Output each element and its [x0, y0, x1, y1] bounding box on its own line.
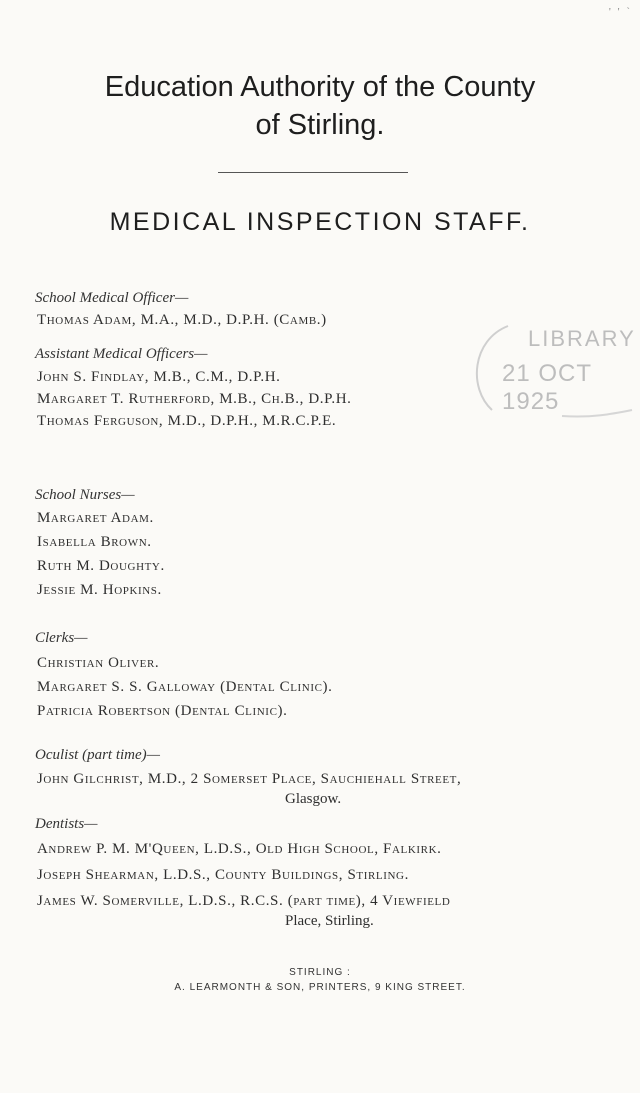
corner-mark: ' ' `	[608, 6, 632, 18]
assistant-medical-officers-label: Assistant Medical Officers—	[35, 346, 208, 362]
assistant-officer-3: Thomas Ferguson, M.D., D.P.H., M.R.C.P.E.	[37, 413, 337, 429]
school-nurses-label: School Nurses—	[35, 487, 135, 503]
title-divider	[218, 172, 408, 173]
oculist-label: Oculist (part time)—	[35, 747, 160, 763]
document-title-line-2: of Stirling.	[255, 109, 385, 141]
school-nurse-1: Margaret Adam.	[37, 510, 154, 526]
dentist-3-continuation: Place, Stirling.	[285, 913, 374, 929]
clerk-3: Patricia Robertson (Dental Clinic).	[37, 703, 288, 719]
school-nurse-2: Isabella Brown.	[37, 534, 152, 550]
dentists-label: Dentists—	[35, 816, 98, 832]
clerks-label: Clerks—	[35, 630, 88, 646]
stamp-library-text: LIBRARY	[528, 326, 636, 351]
library-date-stamp	[462, 318, 638, 418]
dentist-1: Andrew P. M. M'Queen, L.D.S., Old High School, Falkirk.	[37, 841, 442, 857]
document-title-line-1: Education Authority of the County	[104, 71, 536, 103]
assistant-officer-1: John S. Findlay, M.B., C.M., D.P.H.	[37, 369, 281, 385]
printer-location: STIRLING :	[289, 967, 351, 978]
school-nurse-3: Ruth M. Doughty.	[37, 558, 165, 574]
oculist-entry-continuation: Glasgow.	[285, 791, 342, 807]
clerk-2: Margaret S. S. Galloway (Dental Clinic).	[37, 679, 333, 695]
printer-imprint: A. LEARMONTH & SON, PRINTERS, 9 KING STREET.	[174, 982, 466, 993]
stamp-date-text: 21 OCT 1925	[502, 360, 592, 415]
school-nurse-4: Jessie M. Hopkins.	[37, 582, 162, 598]
school-medical-officer-name: Thomas Adam, M.A., M.D., D.P.H. (Camb.)	[37, 312, 327, 328]
school-medical-officer-label: School Medical Officer—	[35, 290, 189, 306]
assistant-officer-2: Margaret T. Rutherford, M.B., Ch.B., D.P.H.	[37, 391, 352, 407]
clerk-1: Christian Oliver.	[37, 655, 160, 671]
section-heading: MEDICAL INSPECTION STAFF.	[109, 208, 531, 236]
dentist-2: Joseph Shearman, L.D.S., County Buildings, Stirling.	[37, 867, 409, 883]
oculist-entry: John Gilchrist, M.D., 2 Somerset Place, Sauchiehall Street,	[37, 771, 462, 787]
dentist-3: James W. Somerville, L.D.S., R.C.S. (part time), 4 Viewfield	[37, 893, 451, 909]
